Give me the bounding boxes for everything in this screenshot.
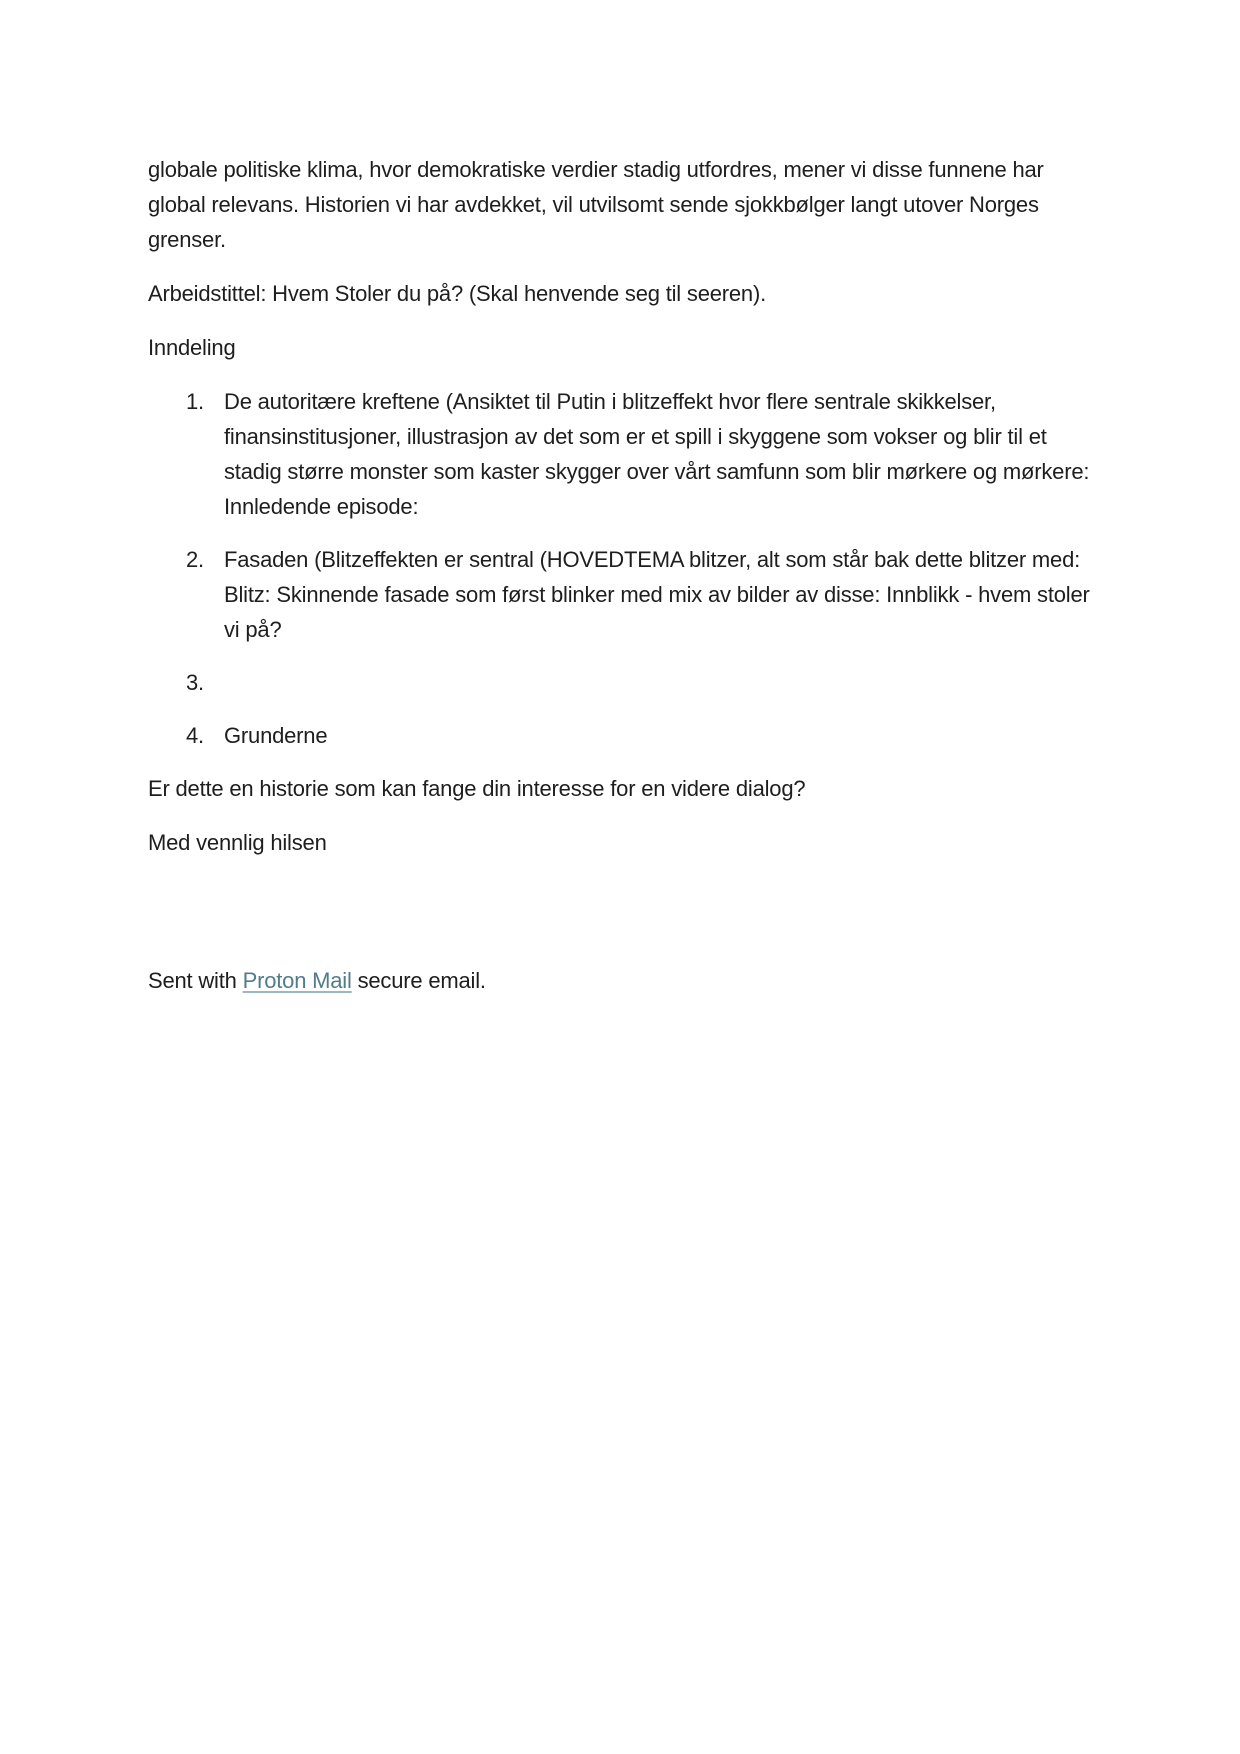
- signature-suffix: secure email.: [351, 968, 486, 993]
- list-item-1: [148, 384, 1090, 524]
- list-item-3-text: [224, 665, 1090, 700]
- list-item-4-number: 4.: [186, 723, 204, 748]
- sign-off: Med vennlig hilsen: [148, 830, 327, 855]
- proton-signature-line: [148, 963, 1090, 998]
- list-item-2-number: 2.: [186, 547, 204, 572]
- numbered-list: [148, 384, 1090, 753]
- working-title-paragraph: Arbeidstittel: Hvem Stoler du på? (Skal henvende seg til seeren).: [148, 281, 766, 306]
- list-item-2: [148, 542, 1090, 647]
- list-item-3: [148, 665, 1090, 700]
- list-item-4-text: Grunderne: [224, 723, 328, 748]
- signature-prefix: Sent with: [148, 968, 243, 993]
- list-item-1-text: De autoritære kreftene (Ansiktet til Putin i blitzeffekt hvor flere sentrale skikkelser, finansinstitusjoner, illustrasjon av det som er et spill i skyggene som vokser og blir til et stadig større monster som kaster skygger over vårt samfunn som blir mørkere og mørkere: Innledende episode:: [224, 389, 1090, 519]
- list-item-3-number: 3.: [186, 670, 204, 695]
- section-heading-inndeling: Inndeling: [148, 335, 236, 360]
- proton-mail-link[interactable]: Proton Mail: [242, 968, 352, 993]
- paragraph-continuation: globale politiske klima, hvor demokratiske verdier stadig utfordres, mener vi disse funnene har global relevans. Historien vi har avdekket, vil utvilsomt sende sjokkbølger langt utover Norges grenser.: [148, 157, 1044, 252]
- list-item-4: [148, 718, 1090, 753]
- closing-question: Er dette en historie som kan fange din interesse for en videre dialog?: [148, 776, 806, 801]
- list-item-1-number: 1.: [186, 389, 204, 414]
- list-item-2-text: Fasaden (Blitzeffekten er sentral (HOVEDTEMA blitzer, alt som står bak dette blitzer med: Blitz: Skinnende fasade som først blinker med mix av bilder av disse: Innblikk - hvem stoler vi på?: [224, 547, 1090, 642]
